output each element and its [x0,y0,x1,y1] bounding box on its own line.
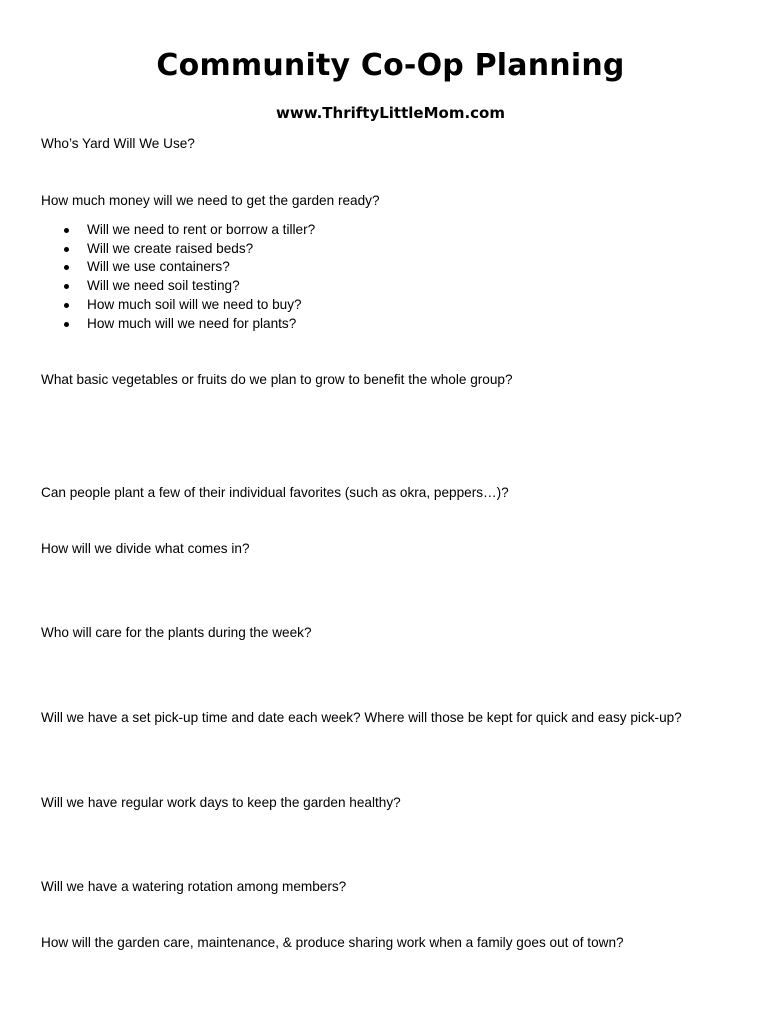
money-bullet-list [41,221,315,333]
bullet-text: Will we need to rent or borrow a tiller? [87,222,316,237]
bullet-text: Will we use containers? [87,259,230,275]
bullet-text: Will we create raised beds? [87,240,254,256]
question-pickup: Will we have a set pick-up time and date each week? Where will those be kept for quick and easy pick-up? [41,710,682,725]
question-money: How much money will we need to get the garden ready? [41,193,380,208]
bullet-dot-icon [64,247,69,252]
bullet-dot-icon [64,322,69,327]
bullet-text: How much soil will we need to buy? [87,296,302,312]
question-yard: Who’s Yard Will We Use? [41,136,195,151]
question-favorites: Can people plant a few of their individual favorites (such as okra, peppers…)? [41,485,509,500]
bullet-text: How much will we need for plants? [87,315,297,331]
question-workdays: Will we have regular work days to keep the garden healthy? [41,795,401,810]
bullet-item [41,258,315,277]
bullet-dot-icon [64,303,69,308]
bullet-dot-icon [64,265,69,270]
question-watering: Will we have a watering rotation among members? [41,879,347,894]
bullet-item [41,315,315,334]
bullet-item [41,221,315,240]
bullet-dot-icon [64,284,69,289]
question-vegetables: What basic vegetables or fruits do we plan to grow to benefit the whole group? [41,372,513,387]
bullet-item [41,240,315,259]
bullet-text: Will we need soil testing? [87,278,240,294]
bullet-dot-icon [64,228,69,233]
bullet-item [41,277,315,296]
website-url: www.ThriftyLittleMom.com [276,104,505,122]
page-title: Community Co-Op Planning [156,48,625,83]
question-care: Who will care for the plants during the week? [41,625,312,640]
question-out-of-town: How will the garden care, maintenance, & produce sharing work when a family goes out of town? [41,935,624,950]
question-divide: How will we divide what comes in? [41,541,250,556]
bullet-item [41,296,315,315]
